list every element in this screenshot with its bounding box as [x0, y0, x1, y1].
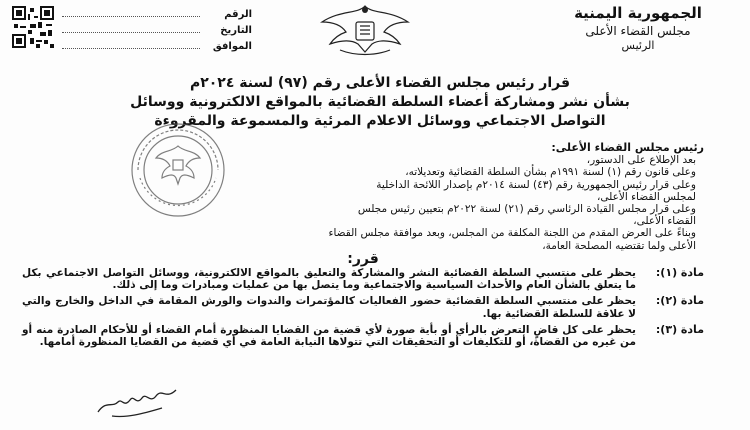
title-line-3: التواصل الاجتماعي ووسائل الاعلام المرئية والمسموعة والمقروءة: [154, 113, 606, 129]
preamble-line: وبناءً على العرض المقدم من اللجنة المكلفة من المجلس، وبعد موافقة مجلس القضاء: [328, 227, 696, 240]
letterhead-left: [8, 2, 258, 60]
date-label: التاريخ: [220, 25, 252, 36]
article-text: يحظر على منتسبي السلطة القضائية النشر والمشاركة والتعليق بالمواقع الالكترونية، ووسائل التواصل الاجتماعي بكل ما يتعلق بالشأن العام والأحداث السياسية والاجتماعية وما يتصل بها من عمليات ومبادرات وما إلى ذلك.: [22, 267, 636, 292]
article-text: يحظر على منتسبي السلطة القضائية حضور الفعاليات كالمؤتمرات والندوات والورش المقامة في الداخل والخارج والتي لا علاقة للسلطة القضائية بها.: [22, 295, 636, 320]
article-label: مادة (٣):: [655, 322, 704, 336]
preamble-line: وعلى قرار مجلس القيادة الرئاسي رقم (٢١) لسنة ٢٠٢٢م بتعيين رئيس مجلس: [357, 203, 696, 216]
preamble-line: وعلى قرار رئيس الجمهورية رقم (٤٣) لسنة ٢٠١٤م بإصدار اللائحة الداخلية: [376, 178, 696, 191]
decision-body: [22, 142, 704, 352]
date-line: [62, 31, 200, 33]
reference-fields: [62, 4, 252, 52]
title-line-2: بشأن نشر ومشاركة أعضاء السلطة القضائية بالمواقع الالكترونية ووسائل: [130, 94, 630, 110]
preamble-line: وعلى قانون رقم (١) لسنة ١٩٩١م بشأن السلطة القضائية وتعديلاته،: [405, 166, 696, 179]
handwritten-signature: [92, 378, 182, 424]
country-name: الجمهورية اليمنية: [574, 4, 702, 22]
preamble-line: القضاء الأعلى،: [633, 215, 696, 228]
preamble-lead: رئيس مجلس القضاء الأعلى:: [551, 141, 704, 154]
article-3: [22, 324, 704, 348]
corresponding-date-row: [62, 36, 252, 52]
article-text: يحظر على كل قاضٍ التعرض بالرأي أو بأية صورة لأي قضية من القضايا المنظورة أمام القضاء أو للأحكام الصادرة منه أو من غيره من القضاة، أو للتكليفات أو التحقيقات التي تتولاها النيابة العامة في أي قضية من القضايا المنظورة أمامها.: [22, 323, 636, 349]
corresponding-date-line: [62, 47, 200, 49]
letterhead-right: [538, 4, 738, 53]
date-row: [62, 20, 252, 36]
reference-number-row: [62, 4, 252, 20]
title-line-1: قرار رئيس مجلس القضاء الأعلى رقم (٩٧) لسنة ٢٠٢٤م: [189, 75, 571, 91]
qr-code-icon: [12, 6, 54, 48]
article-label: مادة (٢):: [655, 294, 704, 308]
article-1: [22, 267, 704, 291]
preamble-line: لمجلس القضاء الأعلى،: [596, 190, 696, 203]
corresponding-date-label: الموافق: [212, 41, 252, 52]
reference-number-label: الرقم: [224, 9, 252, 20]
decree-heading: قرر:: [347, 250, 379, 267]
council-name: مجلس القضاء الأعلى: [585, 24, 691, 38]
article-label: مادة (١):: [655, 266, 704, 280]
office-name: الرئيس: [621, 39, 655, 52]
preamble-line: بعد الإطلاع على الدستور،: [586, 154, 696, 167]
eagle-emblem-icon: [300, 0, 430, 60]
article-2: [22, 295, 704, 319]
preamble-line: الأعلى ولما تقتضيه المصلحة العامة،: [542, 239, 696, 252]
reference-number-line: [62, 15, 200, 17]
